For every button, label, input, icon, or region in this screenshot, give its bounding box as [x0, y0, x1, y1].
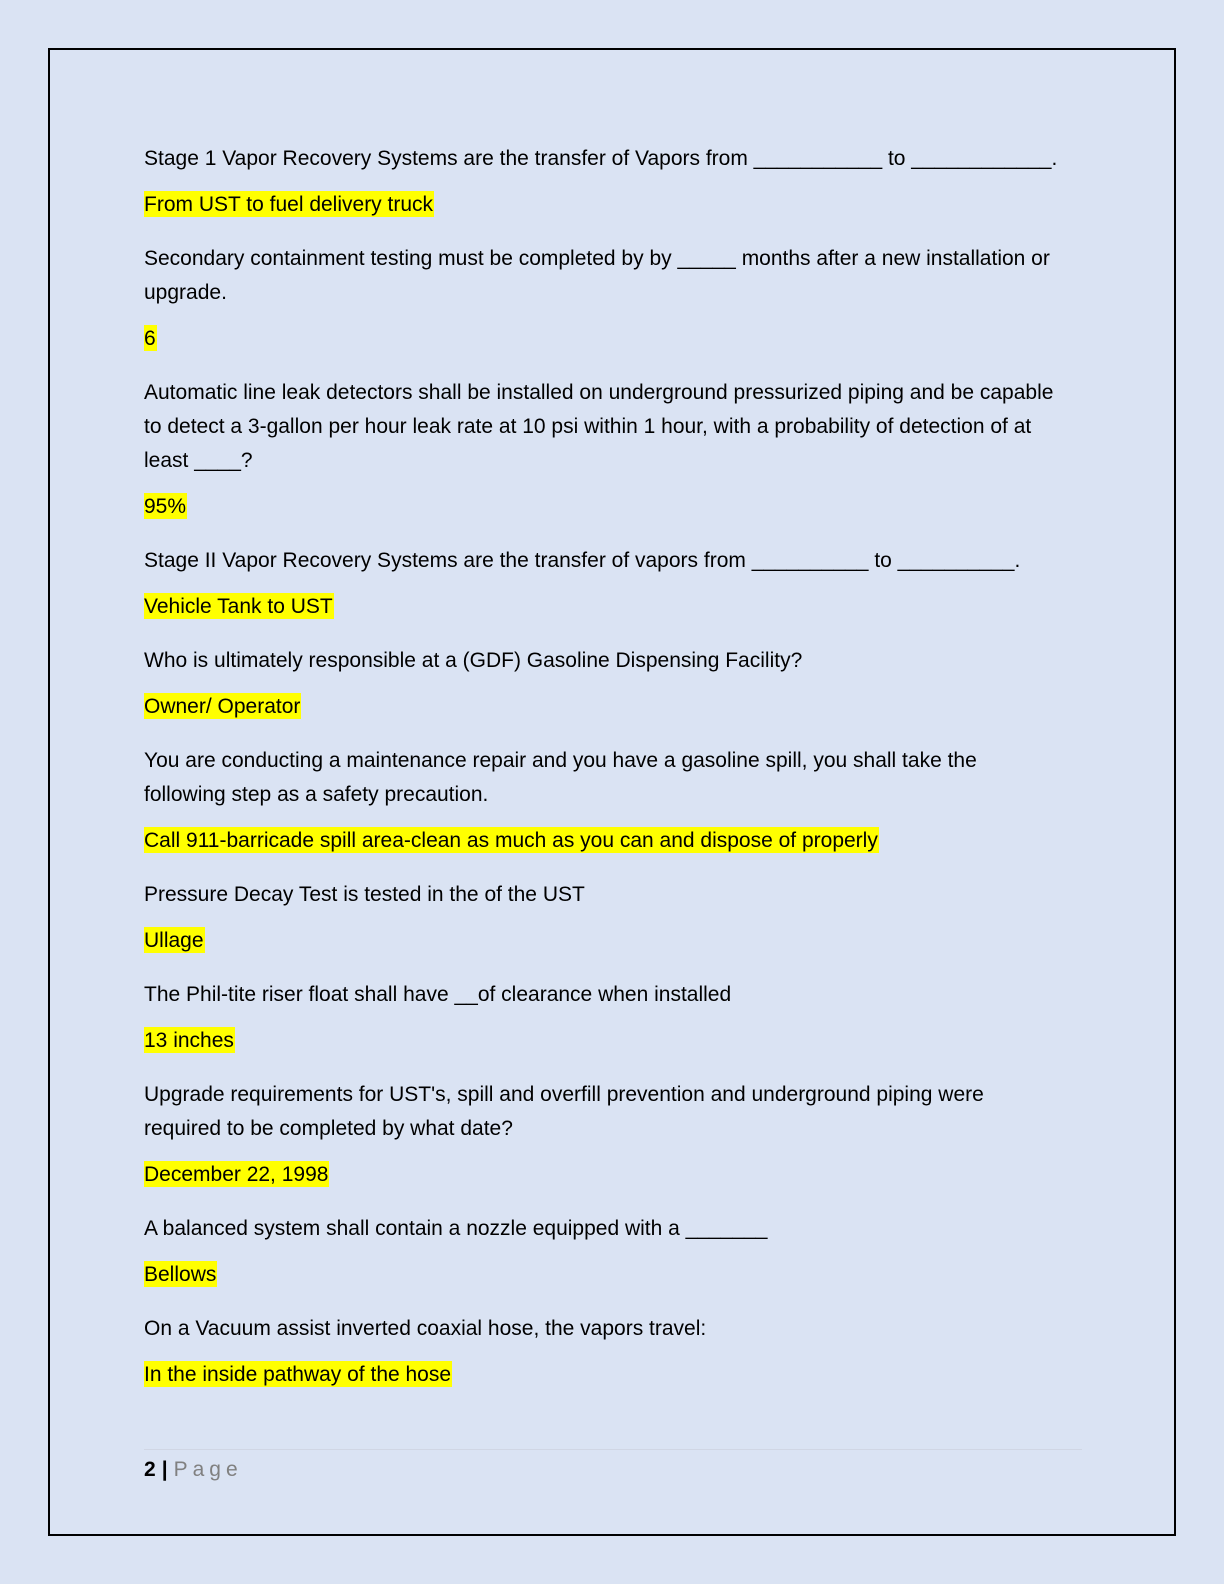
answer-text: [144, 192, 1064, 218]
answer-text: [144, 594, 1064, 620]
qa-item-5: [144, 644, 1064, 720]
answer-text: [144, 1162, 1064, 1188]
page-label: Page: [173, 1458, 243, 1481]
qa-item-4: [144, 544, 1064, 620]
question-text: Pressure Decay Test is tested in the of the UST: [144, 883, 585, 906]
answer-highlight: Ullage: [144, 929, 204, 952]
page-footer: [144, 1456, 243, 1484]
answer-text: [144, 1362, 1064, 1388]
answer-text: [144, 494, 1064, 520]
answer-highlight: Owner/ Operator: [144, 695, 301, 718]
qa-item-9: [144, 1078, 1064, 1188]
answer-text: [144, 326, 1064, 352]
answer-text: [144, 1262, 1064, 1288]
question-text: Stage II Vapor Recovery Systems are the transfer of vapors from __________ to __________.: [144, 549, 1021, 572]
page-number: 2: [144, 1458, 156, 1481]
answer-highlight: From UST to fuel delivery truck: [144, 193, 434, 216]
question-text: Who is ultimately responsible at a (GDF) Gasoline Dispensing Facility?: [144, 649, 803, 672]
answer-highlight: Bellows: [144, 1263, 217, 1286]
footer-divider: [144, 1449, 1082, 1450]
question-text: On a Vacuum assist inverted coaxial hose, the vapors travel:: [144, 1317, 707, 1340]
qa-item-2: [144, 242, 1064, 352]
question-text: Stage 1 Vapor Recovery Systems are the transfer of Vapors from ___________ to ____________.: [144, 147, 1058, 170]
answer-text: [144, 694, 1064, 720]
question-text: The Phil-tite riser float shall have __of clearance when installed: [144, 983, 732, 1006]
answer-text: [144, 828, 1064, 854]
qa-item-3: [144, 376, 1064, 520]
qa-item-8: [144, 978, 1064, 1054]
answer-highlight: 6: [144, 327, 156, 350]
question-text: Automatic line leak detectors shall be installed on underground pressurized piping and be capable to detect a 3-gallon per hour leak rate at 10 psi within 1 hour, with a probability of detection of at least ____?: [144, 381, 1054, 472]
qa-item-6: [144, 744, 1064, 854]
document-body: [144, 142, 1064, 1412]
qa-item-11: [144, 1312, 1064, 1388]
question-text: A balanced system shall contain a nozzle equipped with a _______: [144, 1217, 768, 1240]
answer-text: [144, 928, 1064, 954]
question-text: Secondary containment testing must be completed by by _____ months after a new installation or upgrade.: [144, 247, 1050, 304]
answer-highlight: 13 inches: [144, 1029, 234, 1052]
qa-item-10: [144, 1212, 1064, 1288]
qa-item-1: [144, 142, 1064, 218]
answer-highlight: In the inside pathway of the hose: [144, 1363, 452, 1386]
answer-highlight: Call 911-barricade spill area-clean as much as you can and dispose of properly: [144, 829, 878, 852]
qa-item-7: [144, 878, 1064, 954]
answer-highlight: Vehicle Tank to UST: [144, 595, 333, 618]
question-text: You are conducting a maintenance repair and you have a gasoline spill, you shall take the following step as a safety precaution.: [144, 749, 977, 806]
answer-highlight: December 22, 1998: [144, 1163, 329, 1186]
answer-highlight: 95%: [144, 495, 187, 518]
answer-text: [144, 1028, 1064, 1054]
question-text: Upgrade requirements for UST's, spill and overfill prevention and underground piping were required to be completed by what date?: [144, 1083, 984, 1140]
footer-separator: |: [161, 1458, 168, 1481]
